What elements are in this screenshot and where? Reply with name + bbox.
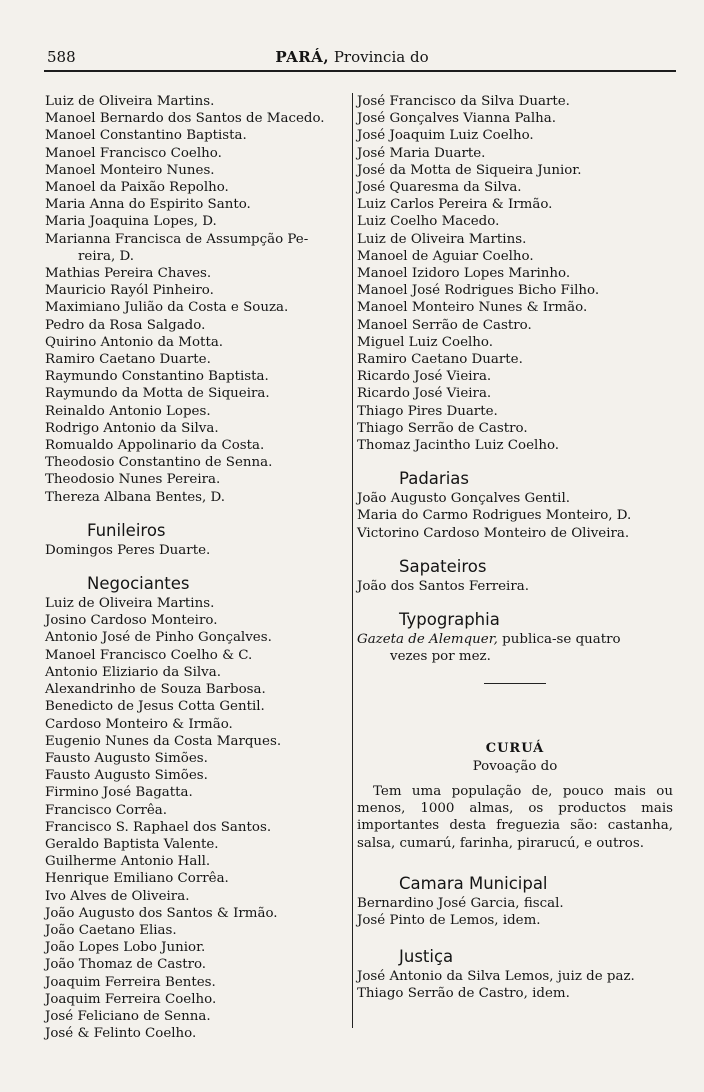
- list-item: Ivo Alves de Oliveira.: [45, 888, 190, 904]
- list-item: Victorino Cardoso Monteiro de Oliveira.: [357, 525, 630, 541]
- list-item: Antonio José de Pinho Gonçalves.: [45, 630, 272, 646]
- list-item: Cardoso Monteiro & Irmão.: [45, 716, 233, 732]
- list-item: Luiz de Oliveira Martins.: [45, 94, 215, 109]
- list-item: Luiz de Oliveira Martins.: [357, 231, 527, 247]
- list-item: Thereza Albana Bentes, D.: [45, 489, 226, 505]
- list-item: Manoel de Aguiar Coelho.: [357, 248, 534, 264]
- list-item: Ramiro Caetano Duarte.: [357, 352, 523, 368]
- list-item: João Augusto dos Santos & Irmão.: [45, 905, 278, 921]
- list-item: Francisco S. Raphael dos Santos.: [45, 819, 272, 835]
- page-number: 588: [47, 48, 76, 66]
- list-item: Raymundo da Motta de Siqueira.: [45, 386, 270, 402]
- section-heading-justica: Justiça: [399, 947, 454, 967]
- list-item: Domingos Peres Duarte.: [45, 542, 211, 558]
- list-item: Manoel Francisco Coelho & C.: [45, 647, 253, 663]
- list-item: Maria do Carmo Rodrigues Monteiro, D.: [357, 508, 632, 524]
- list-item: Mathias Pereira Chaves.: [45, 266, 212, 282]
- list-item: Reinaldo Antonio Lopes.: [45, 403, 211, 419]
- page-header: [0, 48, 704, 68]
- left-column: [45, 93, 349, 1042]
- section-heading-funileiros: Funileiros: [87, 520, 166, 540]
- list-item: Miguel Luiz Coelho.: [357, 334, 493, 350]
- list-item: José Francisco da Silva Duarte.: [357, 94, 570, 109]
- list-item: Ricardo José Vieira.: [357, 386, 492, 402]
- list-item: Manoel Constantino Baptista.: [45, 128, 247, 144]
- list-item: Alexandrinho de Souza Barbosa.: [45, 682, 266, 698]
- list-item: Guilherme Antonio Hall.: [45, 854, 211, 870]
- list-item: José Gonçalves Vianna Palha.: [357, 111, 556, 127]
- list-item: Raymundo Constantino Baptista.: [45, 369, 269, 385]
- list-item: Pedro da Rosa Salgado.: [45, 317, 206, 333]
- section-heading-sapateiros: Sapateiros: [399, 556, 487, 576]
- list-item: João Thomaz de Castro.: [45, 957, 207, 973]
- section-heading-typographia: Typographia: [399, 610, 500, 630]
- list-item: Rodrigo Antonio da Silva.: [45, 420, 219, 436]
- list-item: Manoel da Paixão Repolho.: [45, 180, 229, 196]
- list-item: Manoel Serrão de Castro.: [357, 317, 532, 333]
- list-item: Manoel Francisco Coelho.: [45, 145, 222, 161]
- list-item: João Lopes Lobo Junior.: [45, 940, 206, 956]
- list-item: Fausto Augusto Simões.: [45, 768, 208, 784]
- list-item: Fausto Augusto Simões.: [45, 750, 208, 766]
- list-item: Manoel Monteiro Nunes.: [45, 162, 215, 178]
- list-item: Ricardo José Vieira.: [357, 369, 492, 385]
- list-item: João Augusto Gonçalves Gentil.: [357, 491, 571, 507]
- list-item: Francisco Corrêa.: [45, 802, 168, 818]
- list-item: Maria Anna do Espirito Santo.: [45, 197, 251, 213]
- typographia-entry: [357, 631, 673, 648]
- list-item: Manoel Izidoro Lopes Marinho.: [357, 266, 571, 282]
- newspaper-name: Gazeta de Alemquer,: [357, 632, 498, 648]
- list-item: José Maria Duarte.: [357, 145, 486, 161]
- negociantes-list: [45, 595, 349, 1042]
- list-item: Maria Joaquina Lopes, D.: [45, 214, 217, 230]
- list-item: Thiago Serrão de Castro.: [357, 420, 528, 436]
- list-item-continuation: reira, D.: [78, 248, 135, 264]
- spacer: [357, 775, 673, 783]
- list-item: José Pinto de Lemos, idem.: [357, 912, 541, 928]
- list-continued: [357, 93, 673, 454]
- list-item: José Feliciano de Senna.: [45, 1008, 211, 1024]
- section-heading-negociantes: Negociantes: [87, 574, 190, 594]
- list-item: Manoel José Rodrigues Bicho Filho.: [357, 283, 600, 299]
- list-item: Luiz Coelho Macedo.: [357, 214, 500, 230]
- list-item: Firmino José Bagatta.: [45, 785, 193, 801]
- list-item: Joaquim Ferreira Coelho.: [45, 991, 217, 1007]
- running-title-province: PARÁ,: [275, 48, 330, 66]
- locality-subheading: Povoação do: [472, 758, 558, 774]
- list-item: Eugenio Nunes da Costa Marques.: [45, 733, 282, 749]
- locality-description: [357, 783, 673, 852]
- right-column: [357, 93, 673, 1003]
- header-rule: [44, 70, 676, 72]
- spacer: [357, 684, 673, 740]
- list-item: Manoel Monteiro Nunes & Irmão.: [357, 300, 588, 316]
- running-title-rest: Provincia do: [333, 48, 429, 66]
- section-heading-camara: Camara Municipal: [399, 873, 548, 893]
- list-item: Thomaz Jacintho Luiz Coelho.: [357, 438, 560, 454]
- list-item: Joaquim Ferreira Bentes.: [45, 974, 216, 990]
- list-item: Henrique Emiliano Corrêa.: [45, 871, 229, 887]
- list-item: José & Felinto Coelho.: [45, 1026, 197, 1042]
- list-item: Quirino Antonio da Motta.: [45, 334, 224, 350]
- list-item: José Antonio da Silva Lemos, juiz de paz.: [357, 969, 635, 985]
- locality-paragraph: Tem uma população de, pouco mais ou menos, 1000 almas, os productos mais importantes desta freguezia são: castanha, salsa, cumarú, farinha, pirarucú, e outros.: [357, 783, 673, 851]
- running-title: [0, 48, 704, 66]
- list-item: José Joaquim Luiz Coelho.: [357, 128, 534, 144]
- typographia-text-continuation: vezes por mez.: [390, 649, 491, 665]
- list-item: Romualdo Appolinario da Costa.: [45, 438, 265, 454]
- list-item: Geraldo Baptista Valente.: [45, 836, 219, 852]
- locality-heading: CURUÁ: [485, 741, 545, 757]
- list-item: Luiz Carlos Pereira & Irmão.: [357, 197, 553, 213]
- list-item: José da Motta de Siqueira Junior.: [357, 162, 582, 178]
- list-item: Benedicto de Jesus Cotta Gentil.: [45, 699, 265, 715]
- list-item: Mauricio Rayól Pinheiro.: [45, 283, 214, 299]
- list-item: Thiago Pires Duarte.: [357, 403, 498, 419]
- list-item: João dos Santos Ferreira.: [357, 578, 529, 594]
- list-item: Manoel Bernardo dos Santos de Macedo.: [45, 111, 325, 127]
- column-divider: [352, 93, 353, 1028]
- list-item: Theodosio Constantino de Senna.: [45, 455, 273, 471]
- section-heading-padarias: Padarias: [399, 469, 469, 489]
- list-item: Maximiano Julião da Costa e Souza.: [45, 300, 289, 316]
- list-item: José Quaresma da Silva.: [357, 180, 522, 196]
- list-item: Marianna Francisca de Assumpção Pe-: [45, 231, 309, 247]
- typographia-text: publica-se quatro: [497, 632, 621, 648]
- list-item: Theodosio Nunes Pereira.: [45, 472, 221, 488]
- list-item: Josino Cardoso Monteiro.: [45, 613, 218, 629]
- list-item: Luiz de Oliveira Martins.: [45, 596, 215, 612]
- list-item: Antonio Eliziario da Silva.: [45, 664, 221, 680]
- list-item: Bernardino José Garcia, fiscal.: [357, 895, 564, 911]
- list-item: João Caetano Elias.: [45, 922, 177, 938]
- list-continued: [45, 93, 349, 506]
- list-item: Ramiro Caetano Duarte.: [45, 352, 211, 368]
- list-item: Thiago Serrão de Castro, idem.: [357, 986, 570, 1002]
